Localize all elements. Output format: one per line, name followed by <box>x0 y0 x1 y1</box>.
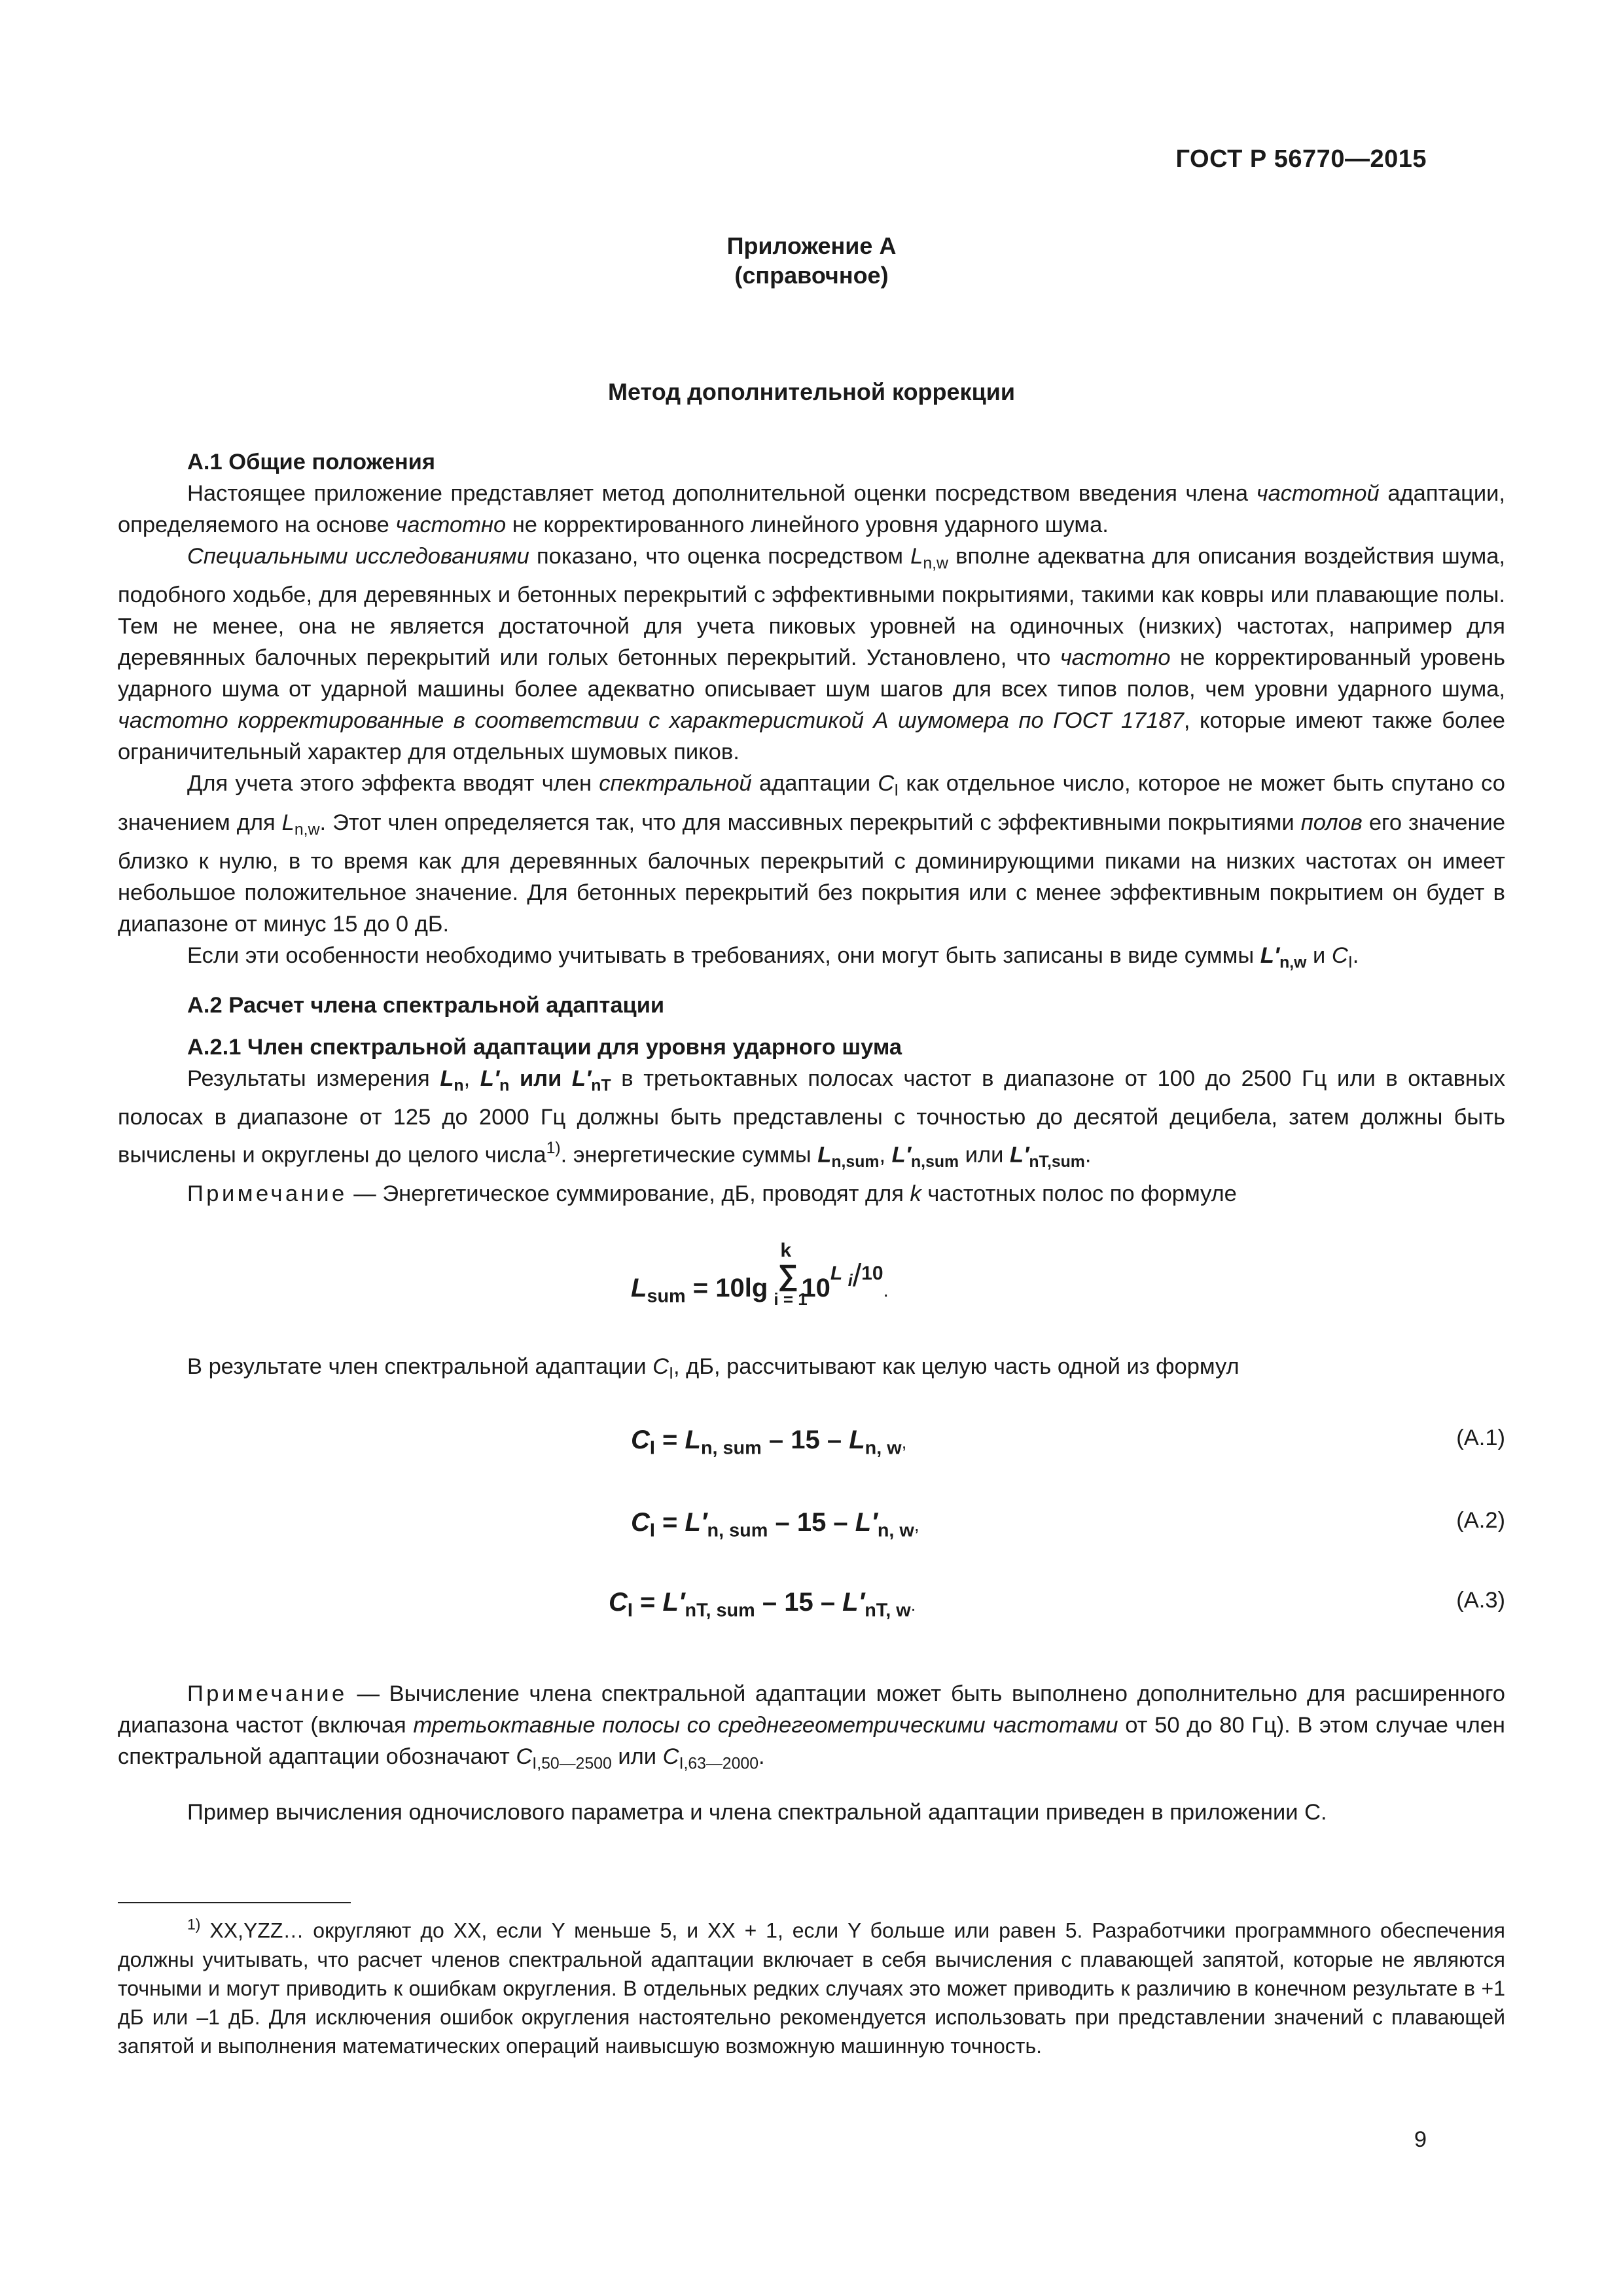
formula-number: (A.3) <box>1456 1588 1505 1613</box>
formula-a2: $C_I = L'_{n, sum} - 15 - L'_{n, w}$, (A.2) <box>631 1508 1505 1541</box>
note-1: Примечание — Энергетическое суммирование, дБ, проводят для k частотных полос по формуле <box>187 1181 1237 1206</box>
formula-a3: $C_I = L'_{nT, sum} - 15 - L'_{nT, w}$. (A.3) <box>609 1588 1505 1621</box>
footnote: $^{1)}$ XX,YZZ… округляют до XX, если Y меньше 5, и XX + 1, если Y больше или равен 5. Разработчики программного обеспечения должны учитывать, что расчет членов спектральной адаптации включает в себя вычисления с плавающей запятой, которые не являются точными и могут приводить к ошибкам округления. В отдельных редких случаях это может приводить к различию в конечном результате в +1 дБ или –1 дБ. Для исключения ошибок округления настоятельно рекомендуется использовать при представлении значений с плавающей запятой и выполнения математических операций наивысшую возможную машинную точность. <box>118 1916 1505 2058</box>
formula-a1: $C_I = L_{n, sum} - 15 - L_{n, w}$, (A.1) <box>631 1426 1505 1459</box>
formula-intro: В результате член спектральной адаптации $C_I$, дБ, рассчитывают как целую часть одной из формул <box>187 1354 1240 1383</box>
annex-subtitle: (справочное) <box>734 262 889 289</box>
note-label: Примечание <box>187 1681 348 1706</box>
subsection-heading: А.2.1 Член спектральной адаптации для уровня ударного шума <box>187 1034 902 1060</box>
formula-number: (A.2) <box>1456 1508 1505 1533</box>
paragraph: Если эти особенности необходимо учитывать в требованиях, они могут быть записаны в виде суммы $L'_{n,w}$ и $C_I$. <box>187 943 1359 972</box>
formula-number: (A.1) <box>1456 1426 1505 1450</box>
footnote-divider <box>118 1902 351 1903</box>
section-a1 <box>118 446 1505 1178</box>
page-number: 9 <box>1414 2127 1427 2152</box>
sum-formula: $L_{sum} = 10\lg$ k ∑ i = 1 $10^{L i/10}$. <box>631 1240 889 1310</box>
section-heading: А.2 Расчет члена спектральной адаптации <box>187 992 665 1018</box>
paragraph: Специальными исследованиями показано, что оценка посредством $L_{n,w}$ вполне адекватна для описания воздействия шума, подобного ходьбе, для деревянных и бетонных перекрытий с эффективными покрытиями, такими как ковры или плавающие полы. Тем не менее, она не является достаточной для учета пиковых уровней на одиночных (низких) частотах, например для деревянных балочных перекрытий или голых бетонных перекрытий. Установлено, что частотно не корректированный уровень ударного шума от ударной машины более адекватно описывает шум шагов для всех типов полов, чем уровни ударного шума, частотно корректированные в соответствии с характеристикой А шумомера по ГОСТ 17187, которые имеют также более ограничительный характер для отдельных шумовых пиков. <box>118 544 1505 765</box>
note-label: Примечание <box>187 1181 348 1206</box>
annex-heading: Метод дополнительной коррекции <box>608 378 1015 405</box>
footnote-mark: 1) <box>187 1916 201 1933</box>
note-2: Примечание — Вычисление члена спектральной адаптации может быть выполнено дополнительно для расширенного диапазона частот (включая третьоктавные полосы со среднегеометрическими частотами от 50 до 80 Гц). В этом случае член спектральной адаптации обозначают $C_{I,50—2500}$ или $C_{I,63—2000}$. Пример вычисления одночислового параметра и члена спектральной адаптации приведен в приложении С. <box>118 1678 1505 1828</box>
paragraph: Для учета этого эффекта вводят член спектральной адаптации $C_I$ как отдельное число, которое не может быть спутано со значением для $L_{n,w}$. Этот член определяется так, что для массивных перекрытий с эффективными покрытиями полов его значение близко к нулю, в то время как для деревянных балочных перекрытий с доминирующими пиками на низких частотах он имеет небольшое положительное значение. Для бетонных перекрытий без покрытия или с менее эффективным покрытием он будет в диапазоне от минус 15 до 0 дБ. <box>118 771 1506 937</box>
paragraph: Пример вычисления одночислового параметра и члена спектральной адаптации приведен в приложении С. <box>187 1800 1327 1825</box>
paragraph: Настоящее приложение представляет метод дополнительной оценки посредством введения члена частотной адаптации, определяемого на основе частотно не корректированного линейного уровня ударного шума. <box>118 481 1505 537</box>
annex-title: Приложение А <box>726 232 897 259</box>
document-code: ГОСТ Р 56770—2015 <box>1175 145 1427 173</box>
section-heading: А.1 Общие положения <box>187 450 436 475</box>
paragraph: Результаты измерения $L_n$, $L'_n$ или $L'_{nT}$ в третьоктавных полосах частот в диапазоне от 100 до 2500 Гц или в октавных полосах в диапазоне от 125 до 2000 Гц должны быть представлены с точностью до десятой децибела, затем должны быть вычислены и округлены до целого числа$^{1)}$. энергетические суммы $L_{n,sum}$, $L'_{n,sum}$ или $L'_{nT,sum}$. <box>118 1066 1506 1172</box>
